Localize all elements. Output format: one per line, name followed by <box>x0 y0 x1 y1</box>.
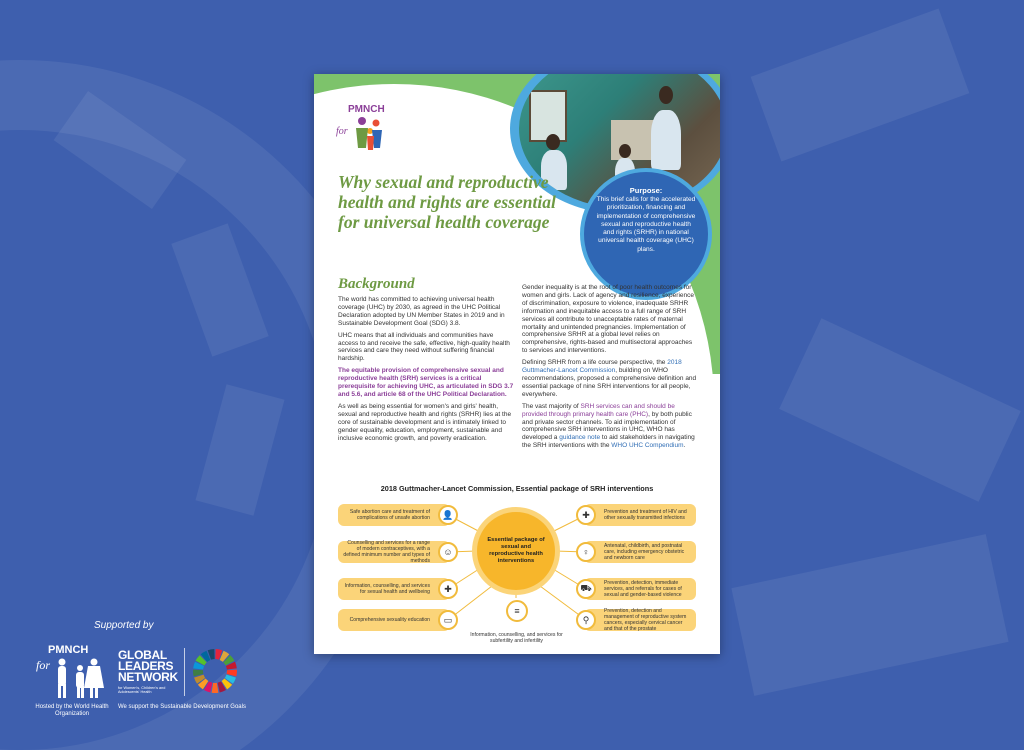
medical-cross-icon: ✚ <box>576 505 596 525</box>
logo-name: PMNCH <box>348 104 385 115</box>
text-column-right <box>522 284 698 454</box>
sdg-wheel-icon <box>192 648 238 694</box>
intervention-box: Antenatal, childbirth, and postnatal care, including emergency obstetric and newborn care <box>584 541 696 563</box>
ambulance-icon: ⛟ <box>576 579 596 599</box>
purpose-circle <box>580 168 712 300</box>
family-icon <box>336 104 390 154</box>
paragraph: Defining SRHR from a life course perspective, the 2018 Guttmacher-Lancet Commission, building on WHO recommendations, proposed a comprehensive definition and essential package of nine SRH interventions for all people, everywhere. <box>522 359 697 398</box>
hosted-by-who: Hosted by the World Health Organization <box>35 704 109 717</box>
intervention-box: Safe abortion care and treatment of complications of unsafe abortion <box>338 504 450 526</box>
books-icon: ≡ <box>506 600 528 622</box>
pmnch-name: PMNCH <box>48 644 89 656</box>
paragraph: UHC means that all individuals and communities have access to and receive the safe, effective, high-quality health services and care they need without suffering financial hardship. <box>338 331 510 363</box>
document-title: Why sexual and reproductive health and rights are essential for universal health coverage <box>338 172 556 232</box>
intervention-box: Comprehensive sexuality education <box>338 609 450 631</box>
person-icon: 👤 <box>438 505 458 525</box>
family-silhouette-icon <box>48 656 108 702</box>
pmnch-footer-logo <box>28 644 114 718</box>
background-heading: Background <box>338 276 415 292</box>
intervention-box: Prevention, detection, immediate services, and referrals for cases of sexual and gender-based violence <box>584 578 696 600</box>
pmnch-logo <box>336 104 390 154</box>
paragraph: As well as being essential for women's and girls' health, sexual and reproductive health and rights (SRHR) lies at the core of sustainable development and is intimately linked to gender equality, education, employment, sustainable and inclusive economic growth, and poverty eradication. <box>338 402 512 442</box>
first-aid-bag-icon: ✚ <box>438 579 458 599</box>
supported-by-label: Supported by <box>94 620 154 631</box>
interventions-diagram <box>314 494 720 654</box>
paragraph: The world has committed to achieving universal health coverage (UHC) by 2030, as agreed in the UHC Political Declaration adopted by UN Member States in 2019 and in Sustainable Development Goal (SDG) 3.8. <box>338 296 505 327</box>
text-column-left <box>338 296 514 446</box>
intervention-box: Prevention and treatment of HIV and other sexually transmitted infections <box>584 504 696 526</box>
who-uhc-compendium-link[interactable]: WHO UHC Compendium <box>611 442 684 450</box>
microscope-icon: ⚲ <box>576 610 596 630</box>
sdg-support-text: We support the Sustainable Development Goals <box>118 704 246 710</box>
global-leaders-network-logo: GLOBAL LEADERS NETWORK for Women's, Children's and Adolescents' Health <box>118 648 178 695</box>
paragraph: Gender inequality is at the root of poor health outcomes for women and girls. Lack of agency and resilience, experience of discrimination, exposure to violence, inadequate SRHR information and inequitable access to a full range of SRH services all contribute to unacceptable rates of maternal mortality and unintended pregnancies. Implementation of comprehensive SRHR at a global level relies on comprehensive, rights-based and multisectoral approaches to services and interventions. <box>522 284 694 355</box>
nurse-icon: ☺ <box>438 542 458 562</box>
logo-for: for <box>336 126 348 137</box>
essential-package-hub: Essential package of sexual and reproductive health interventions <box>477 512 555 590</box>
monitor-icon: ▭ <box>438 610 458 630</box>
footer-divider <box>184 648 185 696</box>
intervention-box: Counselling and services for a range of modern contraceptives, with a defined minimum number and types of methods <box>338 541 450 563</box>
phc-highlight: SRH services can and should be provided through primary health care (PHC) <box>522 402 675 418</box>
intervention-box: Information, counselling, and services for sexual health and wellbeing <box>338 578 450 600</box>
purpose-heading: Purpose: <box>629 186 663 195</box>
brief-document <box>314 74 720 654</box>
intervention-text: Information, counselling, and services for subfertility and infertility <box>470 632 563 645</box>
sdg-segment <box>212 683 219 693</box>
highlight-paragraph: The equitable provision of comprehensive sexual and reproductive health (SRH) services is a critical prerequisite for achieving UHC, as articulated in SDG 3.7 and 5.6, and article 68 of the UHC Political Declaration. <box>338 367 514 398</box>
guttmacher-lancet-link[interactable]: 2018 Guttmacher-Lancet Commission <box>522 359 682 375</box>
purpose-text: This brief calls for the accelerated prioritization, financing and implementation of comprehensive sexual and reproductive health and rights (SRHR) in national universal health coverage (UHC) plans. <box>596 196 696 253</box>
diagram-title: 2018 Guttmacher-Lancet Commission, Essential package of SRH interventions <box>380 484 654 493</box>
pmnch-for: for <box>36 658 51 672</box>
guidance-note-link[interactable]: guidance note <box>559 434 601 442</box>
pregnant-woman-icon: ♀ <box>576 542 596 562</box>
intervention-box: Prevention, detection and management of reproductive system cancers, especially cervical cancer and that of the prostate <box>584 609 696 631</box>
paragraph: The vast majority of SRH services can and should be provided through primary health care (PHC), by both public and private sector channels. To aid implementation of comprehensive SRH interventions in UHC, WHO has developed a guidance note to aid stakeholders in navigating the SRH interventions with the WHO UHC Compendium. <box>522 402 695 450</box>
